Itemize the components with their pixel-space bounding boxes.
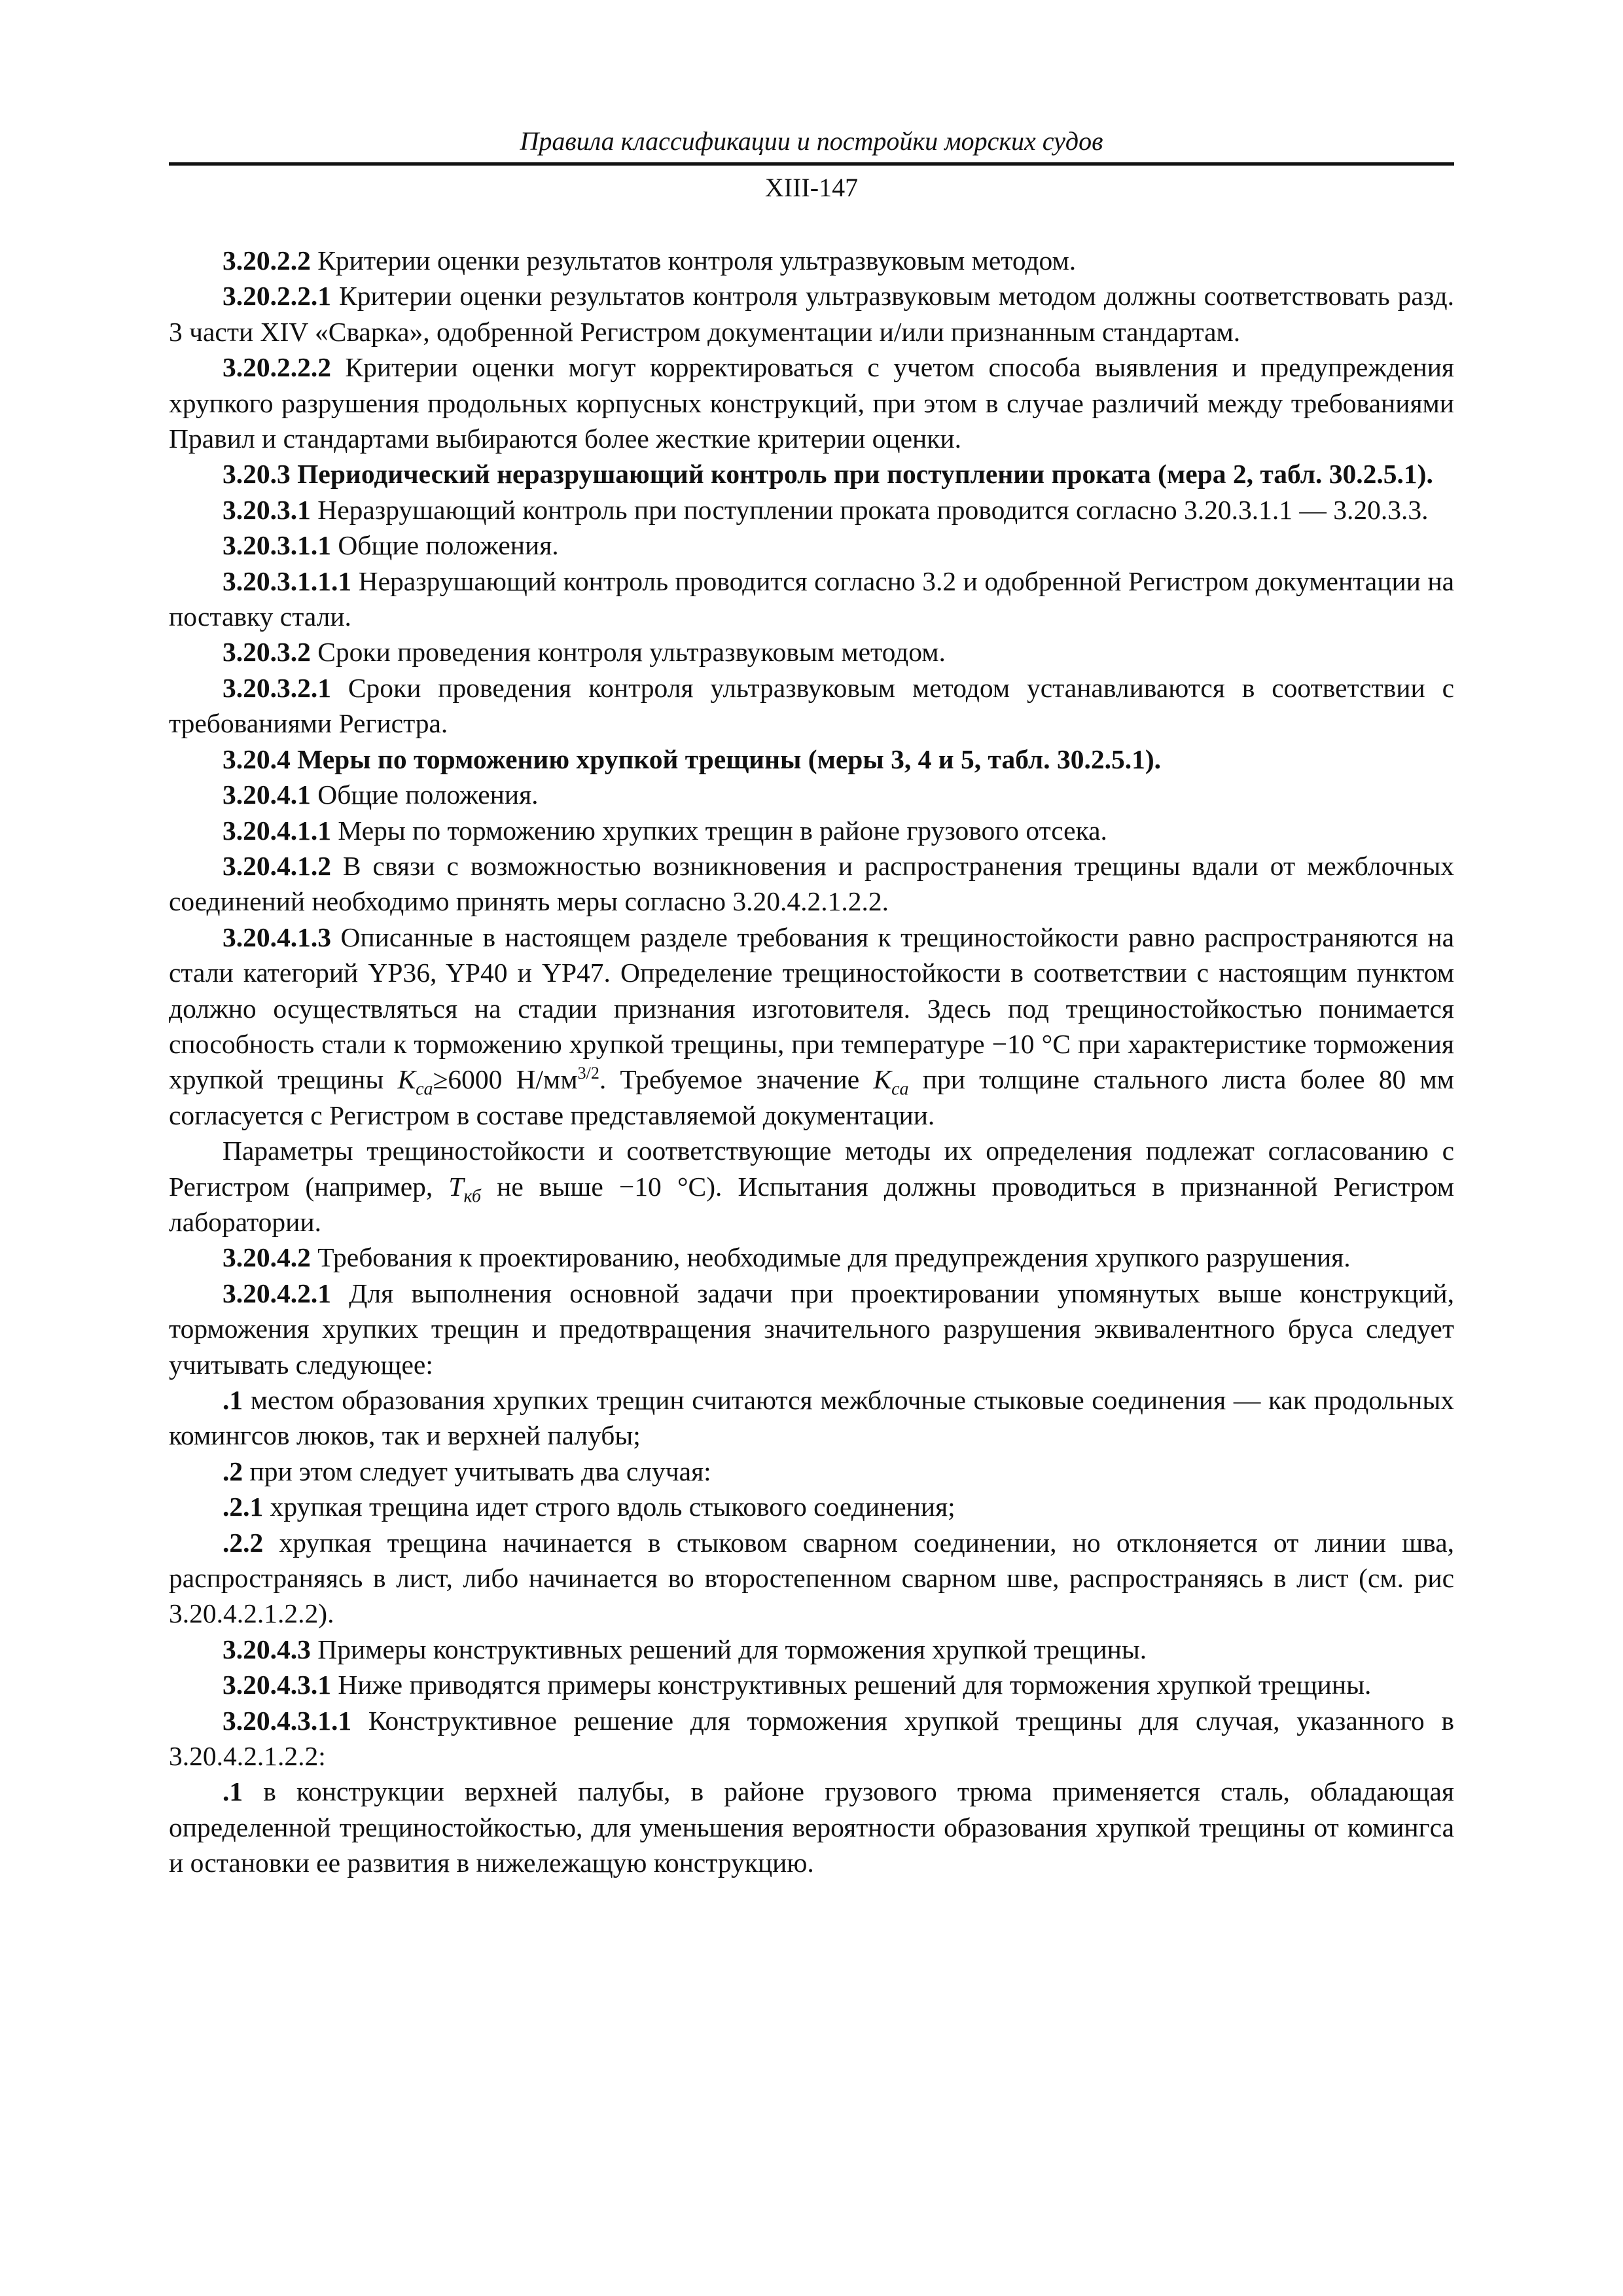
list-number: .2	[223, 1456, 243, 1486]
clause-number: 3.20.4.1	[223, 780, 311, 810]
document-page	[169, 124, 1454, 2251]
paragraph	[169, 848, 1454, 920]
list-number: .1	[223, 1385, 243, 1415]
symbol-subscript: ca	[891, 1079, 909, 1100]
symbol-subscript: ca	[416, 1079, 433, 1100]
list-item	[169, 1774, 1454, 1880]
clause-number: 3.20.3.1	[223, 494, 311, 525]
clause-number: 3.20.4.2.1	[223, 1278, 331, 1308]
paragraph	[169, 634, 1454, 670]
paragraph-text: Сроки проведения контроля ультразвуковым методом.	[310, 637, 946, 668]
paragraph-text: Общие положения.	[310, 780, 539, 810]
paragraph-text: Параметры трещиностойкости и соответствующие методы их определения подлежат согласованию с Регистром (например,	[169, 1136, 1454, 1202]
clause-number: 3.20.3	[223, 459, 291, 490]
clause-number: 3.20.4.3.1	[223, 1670, 331, 1700]
paragraph-text: Неразрушающий контроль при поступлении проката проводится согласно 3.20.3.1.1 — 3.20.3.3.	[310, 494, 1429, 525]
paragraph	[169, 243, 1454, 278]
paragraph	[169, 1632, 1454, 1667]
list-number: .2.1	[223, 1492, 264, 1522]
paragraph-text: Меры по торможению хрупких трещин в районе грузового отсека.	[331, 815, 1107, 846]
paragraph-text: ≥6000 Н/мм	[433, 1064, 578, 1095]
paragraph	[169, 564, 1454, 635]
clause-number: 3.20.4	[223, 744, 291, 774]
list-number: .2.2	[223, 1527, 264, 1558]
section-heading	[169, 456, 1454, 492]
section-heading	[169, 742, 1454, 777]
document-body	[169, 243, 1454, 1881]
clause-number: 3.20.2.2.2	[223, 352, 331, 383]
clause-number: 3.20.4.3	[223, 1634, 311, 1664]
clause-number: 3.20.3.1.1.1	[223, 565, 352, 596]
paragraph	[169, 1667, 1454, 1702]
paragraph-text: Описанные в настоящем разделе требования к трещиностойкости равно распространяются на стали категорий YP36, YP40 и YP47. Определение трещиностойкости в соответствии с настоящим пунктом должно осуществляться на стадии признания изготовителя. Здесь под трещиностойкостью понимается способность стали к торможению хрупкой трещины, при температуре −10 °C при характеристике торможения хрупкой трещины	[169, 922, 1454, 1095]
paragraph-text: . Требуемое значение	[599, 1064, 874, 1095]
paragraph-text: в конструкции верхней палубы, в районе грузового трюма применяется сталь, обладающая определенной трещиностойкостью, для уменьшения вероятности образования хрупкой трещины от комингса и остановки ее развития в нижележащую конструкцию.	[169, 1776, 1454, 1878]
paragraph	[169, 492, 1454, 528]
list-number: .1	[223, 1776, 243, 1807]
clause-number: 3.20.2.2.1	[223, 281, 331, 312]
paragraph-text: Общие положения.	[331, 530, 559, 561]
clause-number: 3.20.4.1.2	[223, 850, 331, 881]
paragraph-text: Сроки проведения контроля ультразвуковым методом устанавливаются в соответствии с требованиями Регистра.	[169, 672, 1454, 739]
paragraph	[169, 813, 1454, 848]
exponent: 3/2	[577, 1064, 599, 1083]
clause-number: 3.20.4.3.1.1	[223, 1705, 352, 1736]
paragraph-text: хрупкая трещина начинается в стыковом сварном соединении, но отклоняется от линии шва, распространяясь в лист, либо начинается во второстепенном сварном шве, распространяясь в лист (см. рис 3.20.4.2.1.2.2).	[169, 1527, 1454, 1629]
paragraph	[169, 1276, 1454, 1382]
clause-number: 3.20.3.2.1	[223, 672, 331, 703]
symbol-subscript: кб	[463, 1185, 481, 1206]
paragraph-text: хрупкая трещина идет строго вдоль стыкового соединения;	[263, 1492, 955, 1522]
paragraph-text: не выше −10 °C). Испытания должны проводиться в признанной Регистром лаборатории.	[169, 1171, 1454, 1237]
paragraph-text: Неразрушающий контроль проводится согласно 3.2 и одобренной Регистром документации на поставку стали.	[169, 565, 1454, 632]
paragraph-text: при толщине стального листа более 80 мм согласуется с Регистром в составе представляемой документации.	[169, 1064, 1454, 1130]
clause-number: 3.20.3.1.1	[223, 530, 331, 561]
list-item	[169, 1382, 1454, 1454]
paragraph-text: В связи с возможностью возникновения и распространения трещины вдали от межблочных соединений необходимо принять меры согласно 3.20.4.2.1.2.2.	[169, 850, 1454, 917]
list-item	[169, 1489, 1454, 1524]
paragraph	[169, 920, 1454, 1133]
clause-number: 3.20.4.1.1	[223, 815, 331, 846]
paragraph	[169, 1133, 1454, 1240]
paragraph	[169, 528, 1454, 563]
paragraph	[169, 670, 1454, 742]
symbol-k: K	[397, 1064, 416, 1095]
symbol-t: T	[448, 1171, 464, 1202]
paragraph	[169, 1240, 1454, 1275]
clause-number: 3.20.2.2	[223, 245, 311, 276]
paragraph	[169, 1703, 1454, 1774]
list-item	[169, 1454, 1454, 1489]
paragraph-text: Для выполнения основной задачи при проектировании упомянутых выше конструкций, торможения хрупких трещин и предотвращения значительного разрушения эквивалентного бруса следует учитывать следующее:	[169, 1278, 1454, 1380]
running-header: Правила классификации и постройки морских судов	[169, 124, 1454, 166]
paragraph-text: Критерии оценки результатов контроля ультразвуковым методом.	[310, 245, 1077, 276]
paragraph-text: Требования к проектированию, необходимые для предупреждения хрупкого разрушения.	[310, 1242, 1351, 1273]
clause-number: 3.20.4.1.3	[223, 922, 331, 952]
symbol-k: K	[873, 1064, 892, 1095]
page-number: XIII-147	[764, 173, 859, 202]
paragraph-text: Периодический неразрушающий контроль при поступлении проката (мера 2, табл. 30.2.5.1).	[290, 459, 1433, 490]
paragraph-text: Конструктивное решение для торможения хрупкой трещины для случая, указанного в 3.20.4.2.1.2.2:	[169, 1705, 1454, 1772]
clause-number: 3.20.3.2	[223, 637, 311, 668]
paragraph	[169, 777, 1454, 812]
paragraph-text: Ниже приводятся примеры конструктивных решений для торможения хрупкой трещины.	[331, 1670, 1372, 1700]
paragraph-text: местом образования хрупких трещин считаются межблочные стыковые соединения — как продольных комингсов люков, так и верхней палубы;	[169, 1385, 1454, 1451]
paragraph-text: Примеры конструктивных решений для торможения хрупкой трещины.	[310, 1634, 1147, 1664]
paragraph	[169, 350, 1454, 456]
paragraph-text: Меры по торможению хрупкой трещины (меры 3, 4 и 5, табл. 30.2.5.1).	[290, 744, 1162, 774]
clause-number: 3.20.4.2	[223, 1242, 311, 1273]
paragraph-text: Критерии оценки могут корректироваться с учетом способа выявления и предупреждения хрупкого разрушения продольных корпусных конструкций, при этом в случае различий между требованиями Правил и стандартами выбираются более жесткие критерии оценки.	[169, 352, 1454, 454]
paragraph	[169, 278, 1454, 350]
list-item	[169, 1525, 1454, 1632]
paragraph-text: Критерии оценки результатов контроля ультразвуковым методом должны соответствовать разд. 3 части XIV «Сварка», одобренной Регистром документации и/или признанным стандартам.	[169, 281, 1454, 347]
paragraph-text: при этом следует учитывать два случая:	[243, 1456, 711, 1486]
